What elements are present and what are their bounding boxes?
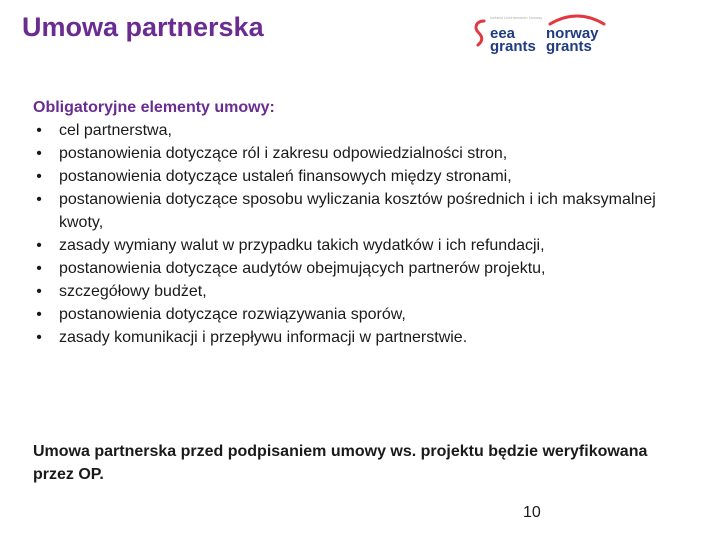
logo-group (472, 12, 612, 56)
list-item (33, 234, 683, 257)
list-item-text: postanowienia dotyczące sposobu wyliczania kosztów pośrednich i ich maksymalnej kwoty, (59, 191, 656, 231)
slide-title: Umowa partnerska (22, 12, 264, 42)
bullet: • (36, 191, 42, 208)
list-item-text: postanowienia dotyczące audytów obejmujących partnerów projektu, (59, 260, 546, 277)
eea-swirl-icon (472, 18, 488, 48)
bullet: • (36, 306, 42, 323)
eea-grants-word: grants (490, 38, 536, 55)
list-item-text: postanowienia dotyczące ról i zakresu odpowiedzialności stron, (59, 145, 508, 162)
list-item (33, 326, 683, 349)
list-heading: Obligatoryjne elementy umowy: (33, 99, 275, 116)
list-item (33, 188, 683, 234)
bullet: • (36, 237, 42, 254)
bullet: • (36, 260, 42, 277)
norway-grants-word: grants (546, 38, 592, 55)
bullet: • (36, 283, 42, 300)
list-item-text: zasady wymiany walut w przypadku takich wydatków i ich refundacji, (59, 237, 545, 254)
list-item-text: postanowienia dotyczące rozwiązywania sporów, (59, 306, 406, 323)
closing-note: Umowa partnerska przed podpisaniem umowy ws. projektu będzie weryfikowana przez OP. (33, 443, 648, 483)
list-item-text: cel partnerstwa, (59, 122, 172, 139)
norway-word: norway (546, 25, 599, 42)
list-item-text: postanowienia dotyczące ustaleń finansowych między stronami, (59, 168, 512, 185)
bullet: • (36, 329, 42, 346)
eea-word: eea (490, 25, 516, 42)
list-item (33, 165, 683, 188)
list-item (33, 257, 683, 280)
list-item (33, 142, 683, 165)
list-item (33, 303, 683, 326)
list-item-text: szczegółowy budżet, (59, 283, 207, 300)
list-item (33, 119, 683, 142)
eea-grants-logo (472, 12, 543, 56)
obligatory-elements-list (33, 119, 683, 349)
page-number: 10 (523, 504, 541, 521)
list-item (33, 280, 683, 303)
eea-small-text: Iceland Liechtenstein Norway (490, 15, 543, 20)
list-item-text: zasady komunikacji i przepływu informacji w partnerstwie. (59, 329, 468, 346)
norway-grants-logo (546, 12, 612, 56)
bullet: • (36, 145, 42, 162)
slide-content (33, 96, 683, 349)
bullet: • (36, 168, 42, 185)
bullet: • (36, 122, 42, 139)
norway-arc-icon (546, 12, 608, 26)
